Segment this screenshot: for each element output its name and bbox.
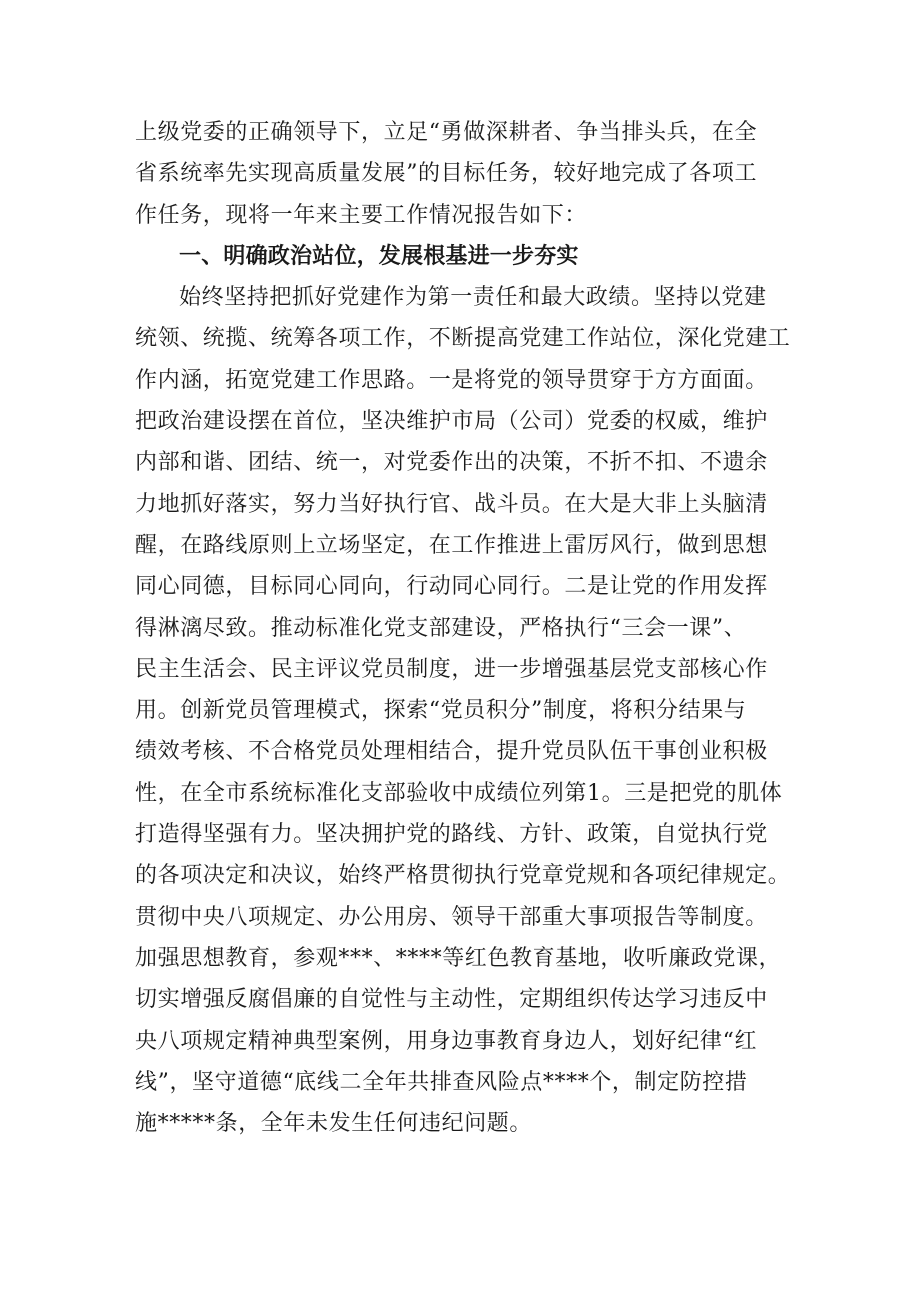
section-heading: 一、明确政治站位，发展根基进一步夯实 xyxy=(179,243,579,269)
body-line: 切实增强反腐倡廉的自觉性与主动性，定期组织传达学习违反中 xyxy=(135,987,768,1013)
body-line: 线”，坚守道德“底线二全年共排查风险点****个，制定防控措 xyxy=(135,1069,748,1095)
body-line: 贯彻中央八项规定、办公用房、领导干部重大事项报告等制度。 xyxy=(135,904,768,930)
intro-line: 省系统率先实现高质量发展”的目标任务，较好地完成了各项工 xyxy=(135,161,758,187)
body-line: 央八项规定精神典型案例，用身边事教育身边人，划好纪律“红 xyxy=(135,1028,758,1054)
intro-line: 上级党委的正确领导下，立足“勇做深耕者、争当排头兵，在全 xyxy=(135,120,758,145)
body-line: 施*****条，全年未发生任何违纪问题。 xyxy=(135,1111,533,1137)
body-line: 性，在全市系统标准化支部验收中成绩位列第1。三是把党的肌体 xyxy=(135,780,783,806)
body-line: 民主生活会、民主评议党员制度，进一步增强基层党支部核心作 xyxy=(135,656,768,682)
body-line: 力地抓好落实，努力当好执行官、战斗员。在大是大非上头脑清 xyxy=(135,491,768,517)
body-line: 打造得坚强有力。坚决拥护党的路线、方针、政策，自觉执行党 xyxy=(135,822,768,848)
body-line: 内部和谐、团结、统一，对党委作出的决策，不折不扣、不遗余 xyxy=(135,450,768,476)
body-line: 加强思想教育，参观***、****等红色教育基地，收听廉政党课， xyxy=(135,945,782,971)
body-line: 用。创新党员管理模式，探索“党员积分”制度，将积分结果与 xyxy=(135,698,747,724)
body-line: 统领、统揽、统筹各项工作，不断提高党建工作站位，深化党建工 xyxy=(135,326,791,352)
intro-line: 作任务，现将一年来主要工作情况报告如下： xyxy=(135,202,588,228)
body-line: 的各项决定和决议，始终严格贯彻执行党章党规和各项纪律规定。 xyxy=(135,863,791,889)
body-line: 始终坚持把抓好党建作为第一责任和最大政绩。坚持以党建 xyxy=(179,285,767,311)
body-line: 作内涵，拓宽党建工作思路。一是将党的领导贯穿于方方面面。 xyxy=(135,367,768,393)
body-line: 绩效考核、不合格党员处理相结合，提升党员队伍干事创业积极 xyxy=(135,739,768,765)
document-body xyxy=(135,112,795,1144)
body-line: 醒，在路线原则上立场坚定，在工作推进上雷厉风行，做到思想 xyxy=(135,532,768,558)
body-line: 得淋漓尽致。推动标准化党支部建设，严格执行“三会一课”、 xyxy=(135,615,747,641)
body-line: 把政治建设摆在首位，坚决维护市局（公司）党委的权威，维护 xyxy=(135,409,768,435)
body-line: 同心同德，目标同心同向，行动同心同行。二是让党的作用发挥 xyxy=(135,574,768,600)
